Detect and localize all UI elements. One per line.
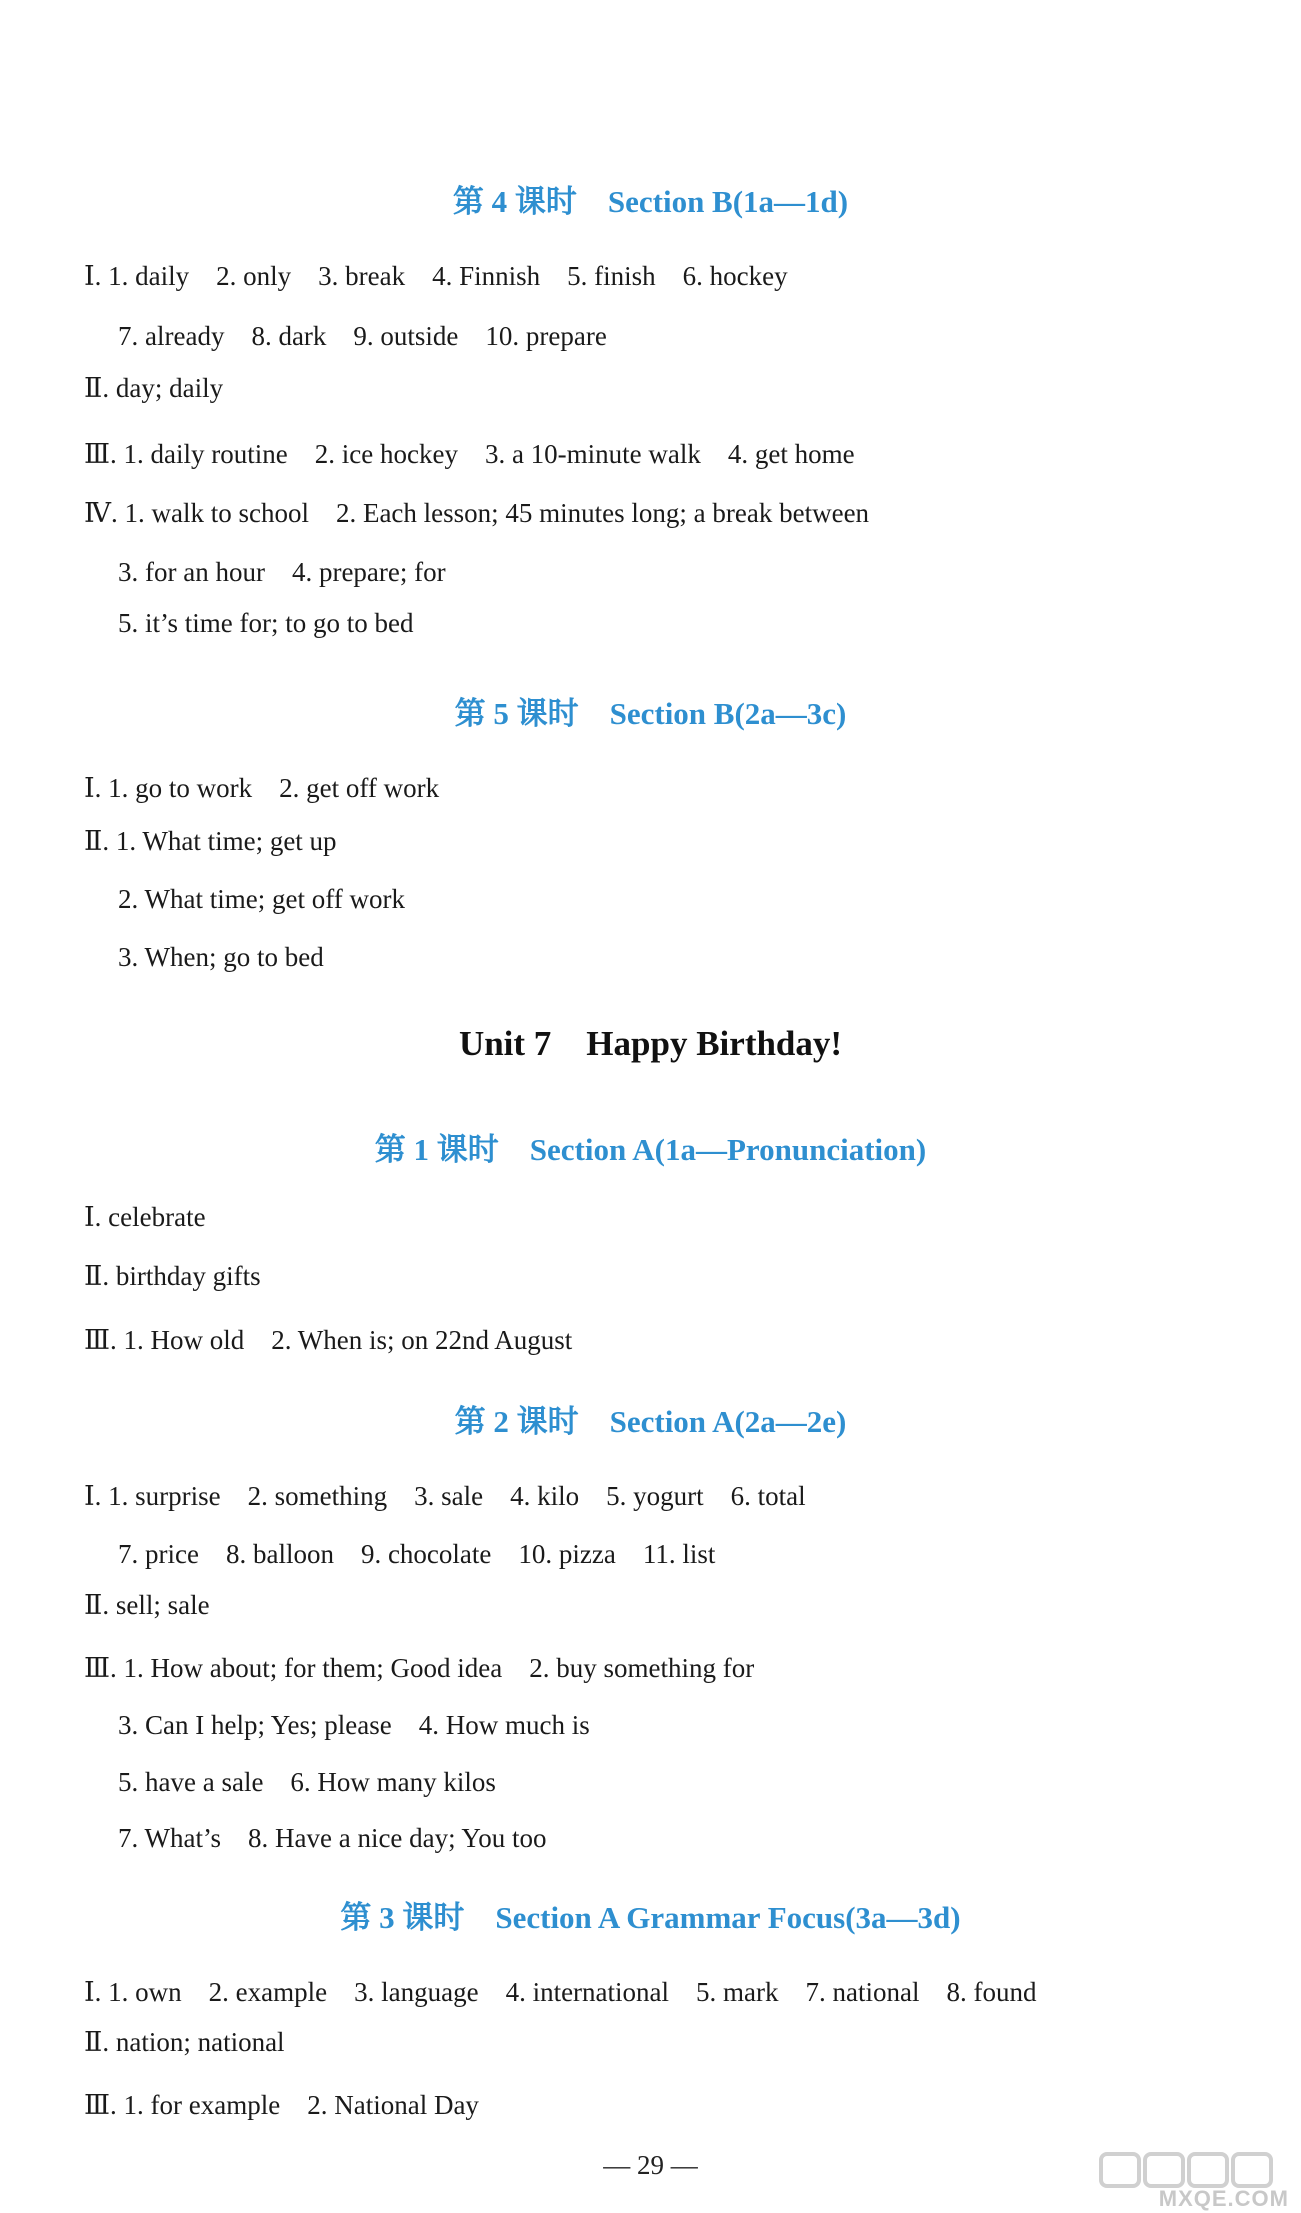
answer-line: Ⅰ. celebrate [84,1202,206,1232]
answer-line: 3. for an hour 4. prepare; for [118,557,446,587]
answer-line: 3. Can I help; Yes; please 4. How much is [118,1710,590,1740]
answer-line: Ⅲ. 1. daily routine 2. ice hockey 3. a 10-minute walk 4. get home [84,439,855,469]
section-heading-lesson-3: 第 3 课时 Section A Grammar Focus(3a—3d) [340,1900,961,1935]
answer-line: Ⅲ. 1. How about; for them; Good idea 2. buy something for [84,1653,755,1683]
answer-line: Ⅰ. 1. own 2. example 3. language 4. international 5. mark 7. national 8. found [84,1977,1037,2007]
answer-line: 5. it’s time for; to go to bed [118,608,414,638]
answer-line: Ⅱ. day; daily [84,373,224,403]
answer-line: Ⅳ. 1. walk to school 2. Each lesson; 45 minutes long; a break between [84,498,870,528]
section-heading-lesson-2: 第 2 课时 Section A(2a—2e) [454,1404,847,1439]
answer-line: 7. What’s 8. Have a nice day; You too [118,1823,547,1853]
answer-line: 3. When; go to bed [118,942,324,972]
answer-line: Ⅰ. 1. surprise 2. something 3. sale 4. kilo 5. yogurt 6. total [84,1481,806,1511]
unit-title: Unit 7 Happy Birthday! [458,1024,843,1063]
section-heading-lesson-4: 第 4 课时 Section B(1a—1d) [452,184,849,219]
answer-line: Ⅰ. 1. go to work 2. get off work [84,773,440,803]
answer-line: 7. price 8. balloon 9. chocolate 10. pizza 11. list [118,1539,716,1569]
answer-line: Ⅱ. sell; sale [84,1590,210,1620]
page-number: — 29 — [603,2150,698,2180]
section-heading-lesson-1: 第 1 课时 Section A(1a—Pronunciation) [374,1132,927,1167]
answer-line: Ⅱ. birthday gifts [84,1261,261,1291]
section-heading-lesson-5: 第 5 课时 Section B(2a—3c) [454,696,847,731]
answer-line: Ⅱ. nation; national [84,2027,285,2057]
answer-line: Ⅲ. 1. How old 2. When is; on 22nd August [84,1325,573,1355]
answer-line: Ⅲ. 1. for example 2. National Day [84,2090,479,2120]
answer-line: Ⅰ. 1. daily 2. only 3. break 4. Finnish 5. finish 6. hockey [84,261,788,291]
answer-line: 2. What time; get off work [118,884,405,914]
answer-line: 5. have a sale 6. How many kilos [118,1767,496,1797]
watermark-text: MXQE.COM [1158,2186,1289,2211]
answer-line: 7. already 8. dark 9. outside 10. prepare [118,321,607,351]
answer-line: Ⅱ. 1. What time; get up [84,826,337,856]
